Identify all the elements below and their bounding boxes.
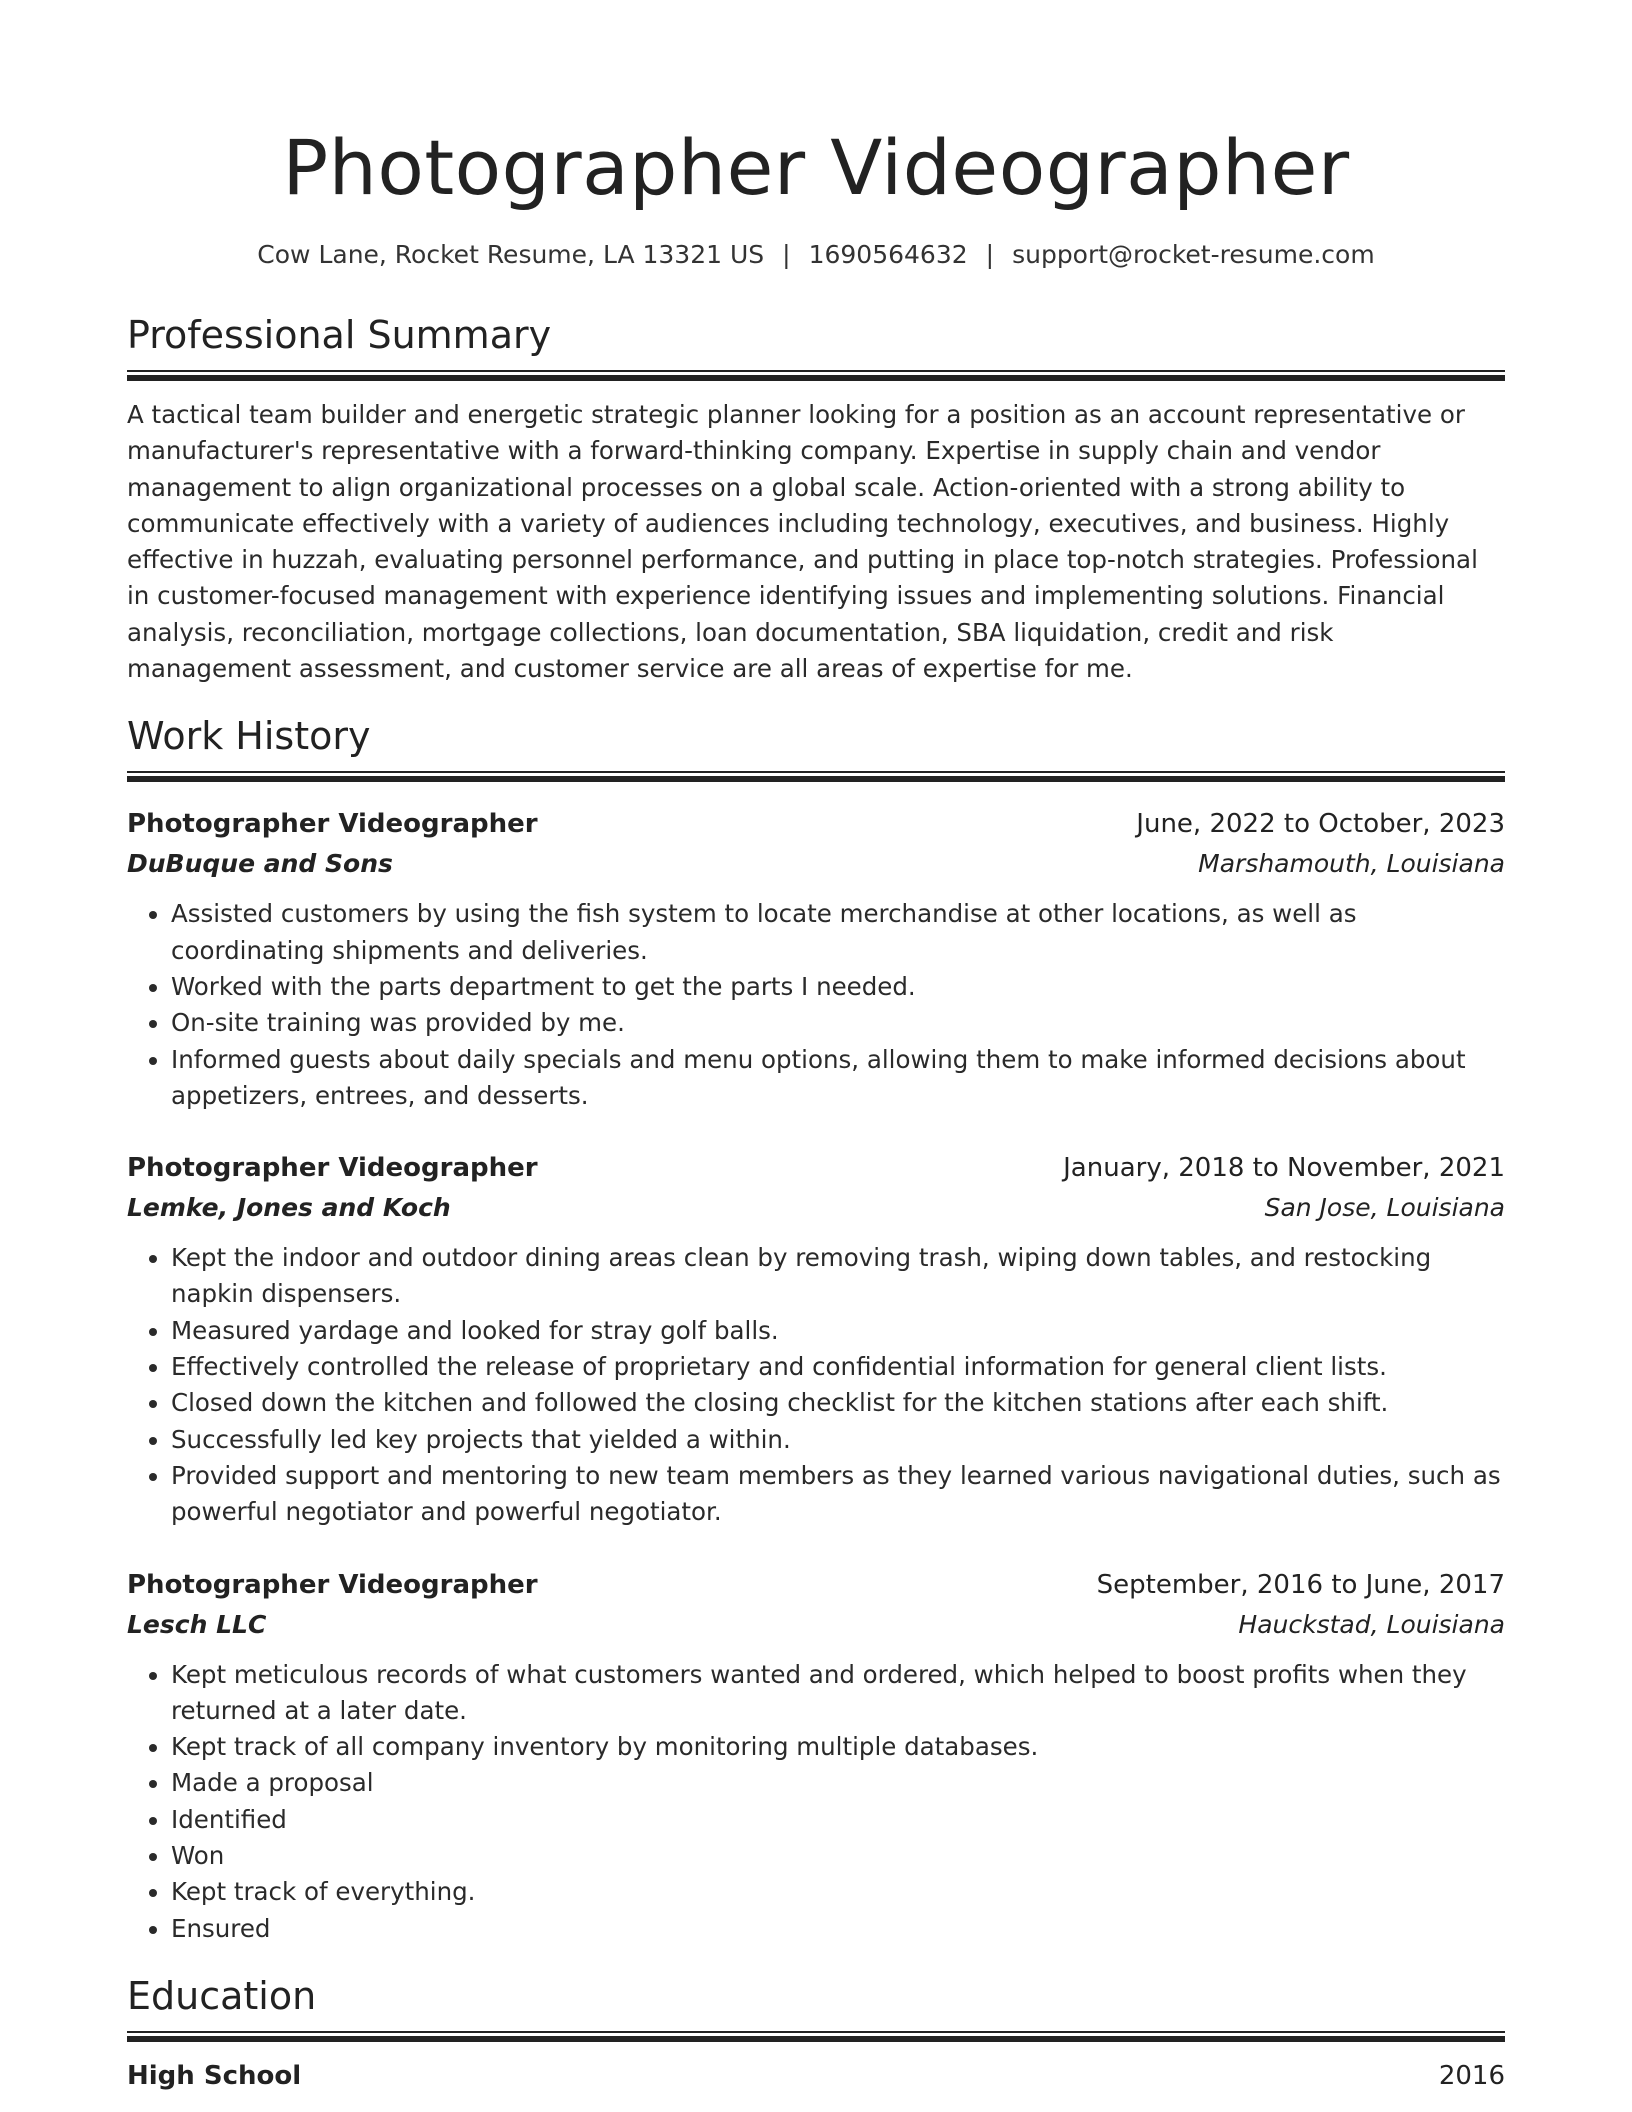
list-item: • Kept meticulous records of what customers wanted and ordered, which helped to boost profits when they returned at a later date. (171, 1657, 1505, 1730)
job-entry (127, 804, 1505, 1114)
education-degree: High School (127, 2060, 302, 2091)
contact-email[interactable]: support@rocket-resume.com (1012, 240, 1375, 269)
company-name: DuBuque and Sons (127, 849, 393, 879)
job-bullets (127, 896, 1505, 1114)
job-location: Hauckstad, Louisiana (1238, 1609, 1505, 1639)
company-name: Lesch LLC (127, 1609, 267, 1639)
list-item: • Informed guests about daily specials and menu options, allowing them to make informed decisions about appetizers, entrees, and desserts. (171, 1042, 1505, 1115)
job-dates: January, 2018 to November, 2021 (1063, 1153, 1505, 1184)
company-name: Lemke, Jones and Koch (127, 1193, 451, 1223)
list-item: • Identified (171, 1802, 1505, 1838)
job-title: Photographer Videographer (127, 1569, 538, 1600)
contact-line (127, 238, 1505, 272)
job-entry (127, 1565, 1505, 1947)
list-item: • Effectively controlled the release of proprietary and confidential information for general client lists. (171, 1349, 1505, 1385)
education-entry (127, 2056, 1505, 2096)
summary-section (127, 310, 1505, 687)
section-divider (127, 2031, 1505, 2042)
list-item: • On-site training was provided by me. (171, 1005, 1505, 1041)
list-item: • Provided support and mentoring to new team members as they learned various navigational duties, such as powerful negotiator and powerful negotiator. (171, 1458, 1505, 1531)
resume-name: Photographer Videographer (282, 123, 1350, 212)
section-heading-work-history: Work History (127, 714, 371, 759)
list-item: • Worked with the parts department to get the parts I needed. (171, 969, 1505, 1005)
summary-text: A tactical team builder and energetic strategic planner looking for a position as an account representative or manufacturer's representative with a forward-thinking company. Expertise in supply chain and vendor management to align organizational processes on a global scale. Action-oriented with a strong ability to communicate effectively with a variety of audiences including technology, executives, and business. Highly effective in huzzah, evaluating personnel performance, and putting in place top-notch strategies. Professional in customer-focused management with experience identifying issues and implementing solutions. Financial analysis, reconciliation, mortgage collections, loan documentation, SBA liquidation, credit and risk management assessment, and customer service are all areas of expertise for me. (127, 400, 1478, 684)
list-item: • Kept track of all company inventory by monitoring multiple databases. (171, 1729, 1505, 1765)
section-divider (127, 370, 1505, 381)
job-entry (127, 1148, 1505, 1530)
contact-address: Cow Lane, Rocket Resume, LA 13321 US (257, 240, 765, 269)
list-item: • Closed down the kitchen and followed the closing checklist for the kitchen stations after each shift. (171, 1385, 1505, 1421)
job-title: Photographer Videographer (127, 1153, 538, 1184)
section-heading-summary: Professional Summary (127, 313, 552, 357)
education-section (127, 1971, 1505, 2096)
contact-separator: | (782, 240, 791, 269)
list-item: • Measured yardage and looked for stray golf balls. (171, 1313, 1505, 1349)
job-location: San Jose, Louisiana (1264, 1193, 1505, 1223)
job-dates: September, 2016 to June, 2017 (1096, 1569, 1505, 1600)
job-title: Photographer Videographer (127, 809, 538, 840)
list-item: • Kept the indoor and outdoor dining areas clean by removing trash, wiping down tables, and restocking napkin dispensers. (171, 1240, 1505, 1313)
resume-page (127, 0, 1505, 2096)
work-history-section (127, 711, 1505, 1947)
education-year: 2016 (1438, 2060, 1505, 2091)
list-item: • Ensured (171, 1911, 1505, 1947)
list-item: • Assisted customers by using the fish system to locate merchandise at other locations, as well as coordinating shipments and deliveries. (171, 896, 1505, 969)
contact-separator: | (985, 240, 995, 269)
list-item: • Kept track of everything. (171, 1874, 1505, 1910)
section-heading-education: Education (127, 1973, 317, 2018)
job-dates: June, 2022 to October, 2023 (1136, 809, 1505, 840)
contact-phone: 1690564632 (808, 240, 968, 269)
section-divider (127, 771, 1505, 782)
list-item: • Made a proposal (171, 1765, 1505, 1801)
list-item: • Won (171, 1838, 1505, 1874)
list-item: • Successfully led key projects that yielded a within. (171, 1422, 1505, 1458)
job-location: Marshamouth, Louisiana (1198, 849, 1505, 879)
job-bullets (127, 1657, 1505, 1947)
job-bullets (127, 1240, 1505, 1530)
